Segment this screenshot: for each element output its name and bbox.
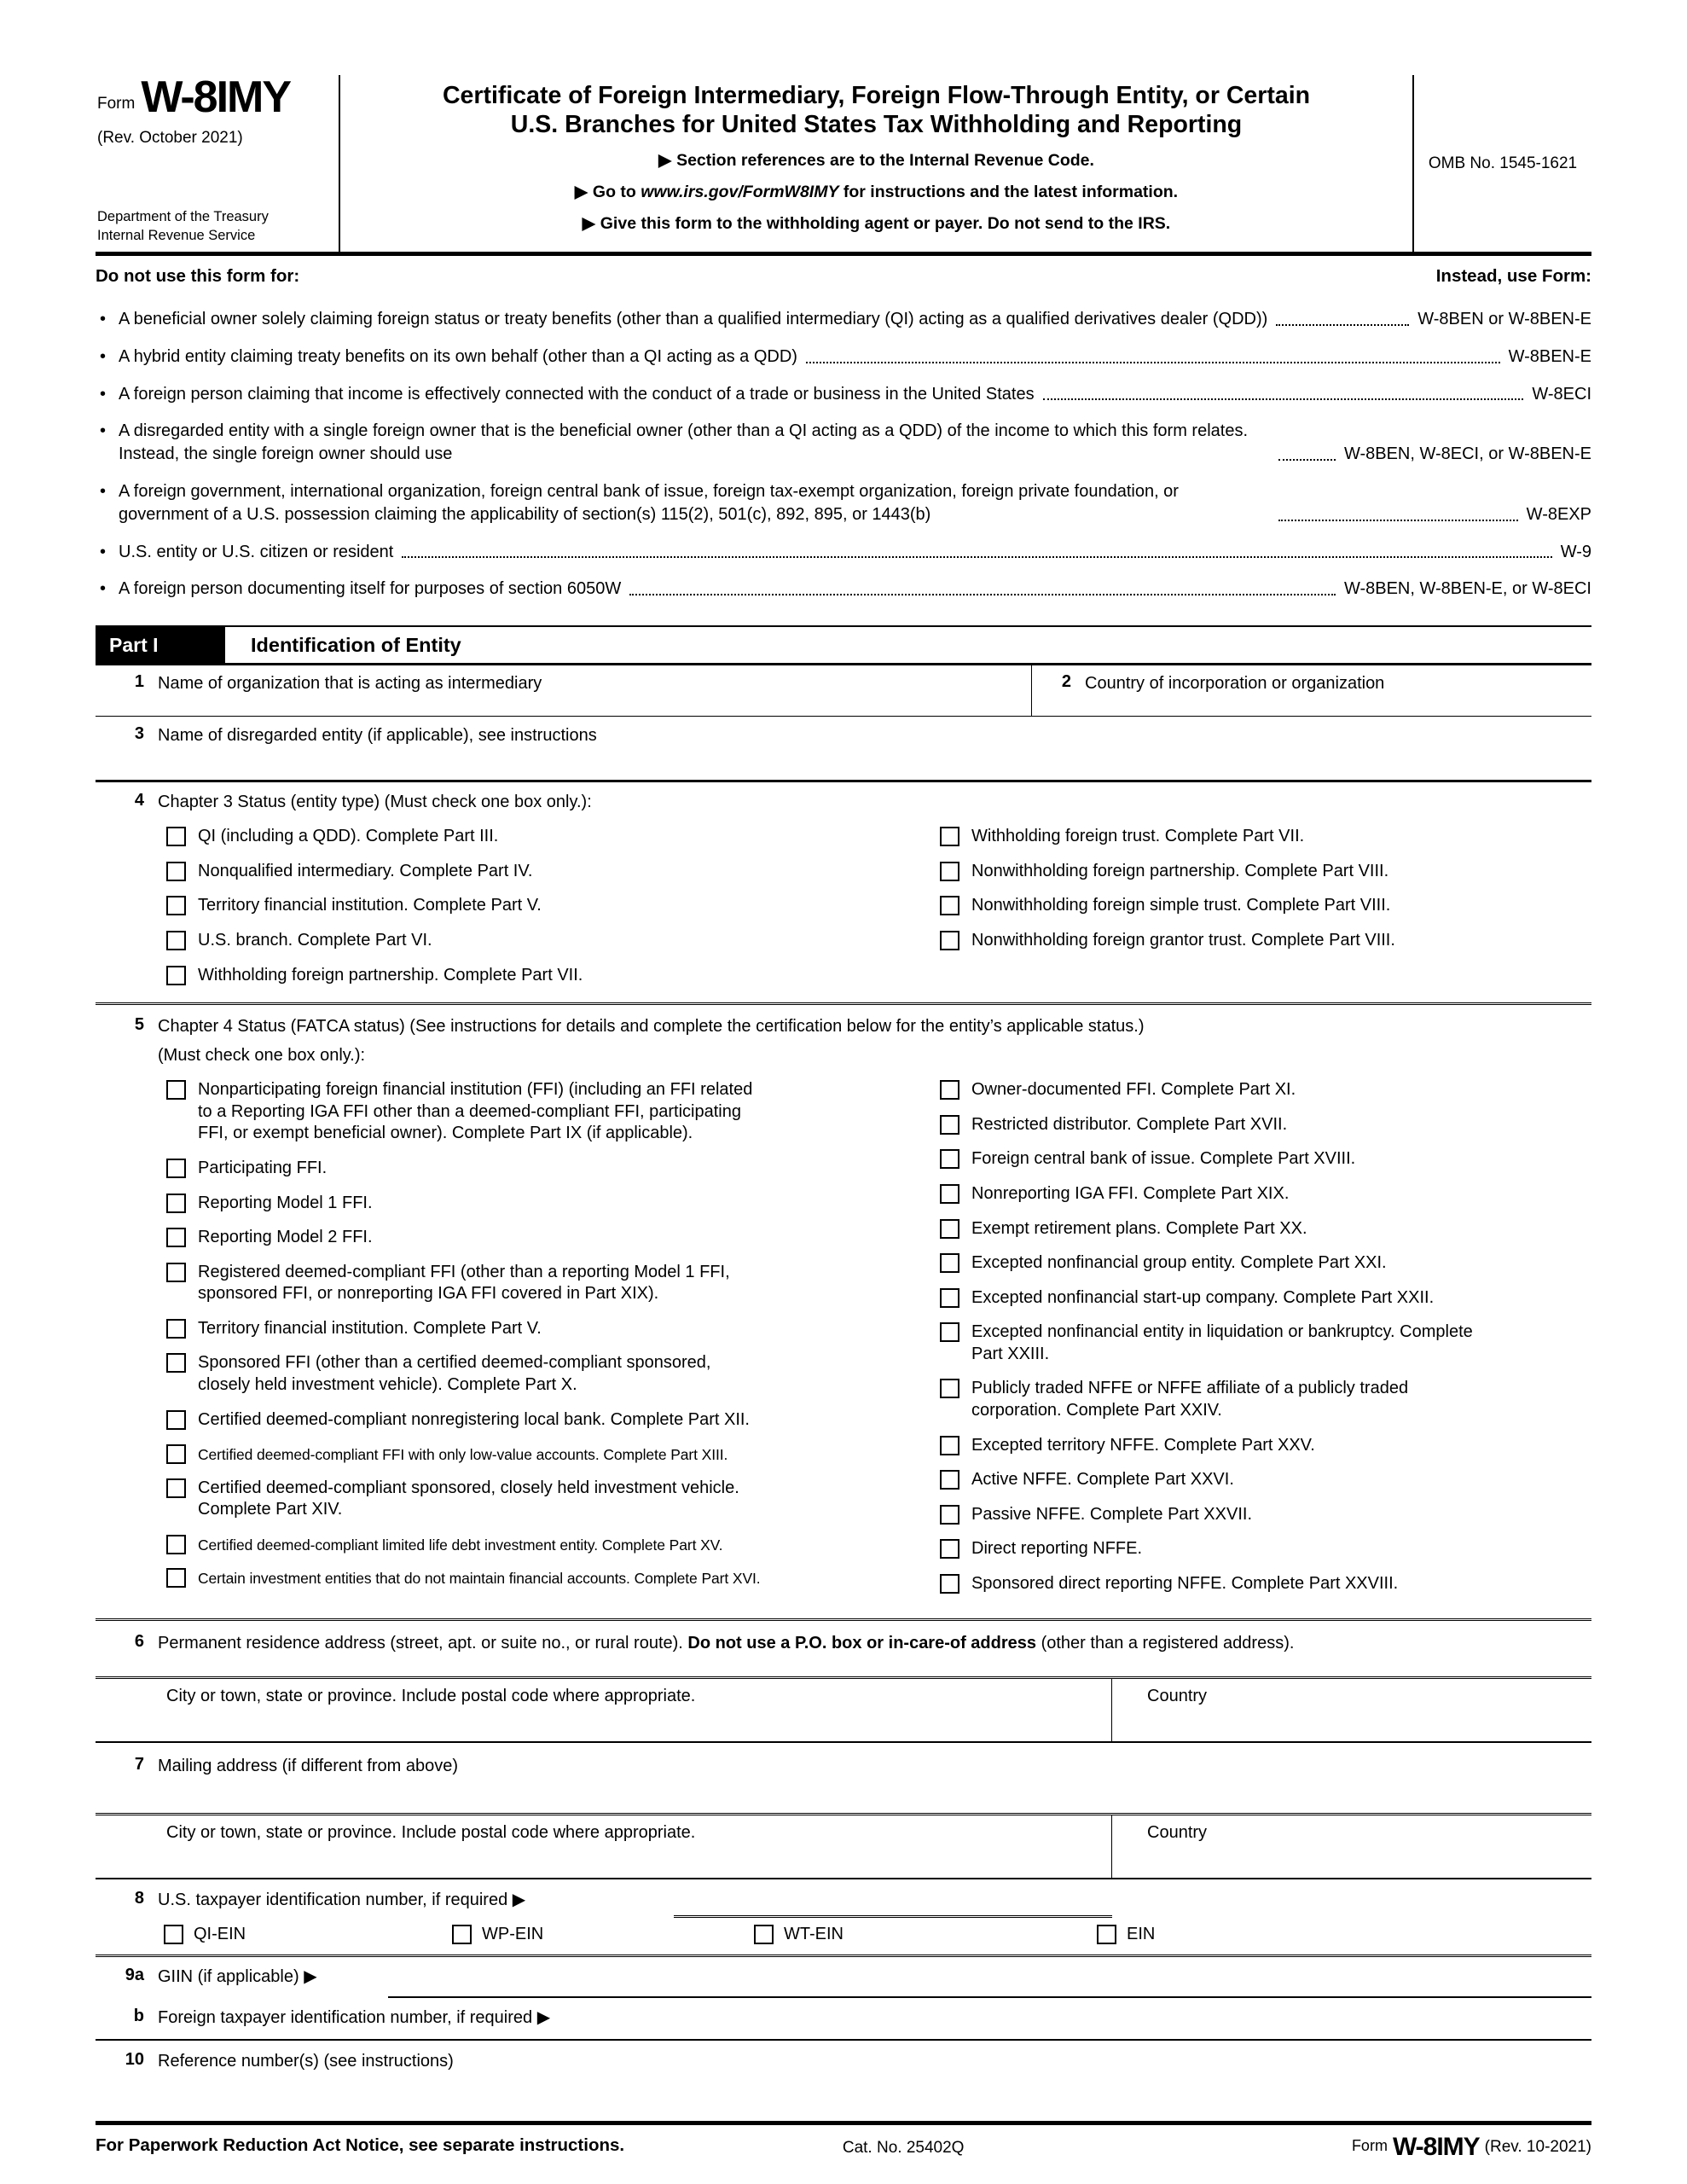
checkbox-option: Nonqualified intermediary. Complete Part IV. xyxy=(166,861,940,883)
form-title-line1: Certificate of Foreign Intermediary, Foreign Flow-Through Entity, or Certain xyxy=(442,82,1311,109)
instruction-2: ▶ Go to www.irs.gov/FormW8IMY for instructions and the latest information. xyxy=(574,183,1179,202)
checkbox-option: Reporting Model 2 FFI. xyxy=(166,1227,940,1249)
checkbox-option: Withholding foreign partnership. Complete Part VII. xyxy=(166,965,940,987)
field-2-label: Country of incorporation or organization xyxy=(1085,674,1385,694)
item-text: U.S. entity or U.S. citizen or resident xyxy=(119,542,394,561)
field-7-label-row[interactable] xyxy=(96,1743,1591,1813)
checkbox[interactable] xyxy=(940,1149,959,1169)
checkbox-option: Publicly traded NFFE or NFFE affiliate of a publicly traded corporation. Complete Part XXIV. xyxy=(940,1378,1591,1421)
field-9b-label: Foreign taxpayer identification number, if required ▶ xyxy=(158,2007,551,2027)
field-number: b xyxy=(133,2006,144,2025)
list-item xyxy=(96,346,1591,369)
checkbox-option: Nonwithholding foreign grantor trust. Complete Part VIII. xyxy=(940,930,1591,952)
form-footer xyxy=(96,2121,1591,2184)
bullet-icon: • xyxy=(100,481,107,501)
form-header xyxy=(96,75,1591,256)
field-number: 8 xyxy=(134,1888,144,1908)
checkbox-option: Territory financial institution. Complete Part V. xyxy=(166,895,940,917)
ein-type-options xyxy=(96,1923,1591,1955)
checkbox-option: Certified deemed-compliant sponsored, closely held investment vehicle. Complete Part XIV. xyxy=(166,1478,940,1521)
fill-arrow-icon: ▶ xyxy=(304,1966,317,1986)
checkbox[interactable] xyxy=(166,1353,186,1373)
use-form: W-8EXP xyxy=(1526,504,1591,524)
checkbox[interactable] xyxy=(166,966,186,985)
item-text: A beneficial owner solely claiming foreign status or treaty benefits (other than a qualified intermediary (QI) acting as a qualified derivatives dealer (QDD)) xyxy=(119,310,1268,328)
use-form: W-9 xyxy=(1560,542,1591,561)
checkbox-option: Direct reporting NFFE. xyxy=(940,1538,1591,1560)
checkbox[interactable] xyxy=(940,1322,959,1342)
field-8-label: U.S. taxpayer identification number, if required ▶ xyxy=(158,1890,526,1909)
checkbox[interactable] xyxy=(166,896,186,915)
checkbox[interactable] xyxy=(940,1219,959,1239)
checkbox-option: Sponsored direct reporting NFFE. Complete Part XXVIII. xyxy=(940,1573,1591,1595)
field-6-label-row[interactable] xyxy=(96,1621,1591,1676)
checkbox[interactable] xyxy=(940,827,959,846)
checkbox-option: Nonwithholding foreign partnership. Complete Part VIII. xyxy=(940,861,1591,883)
checkbox-option: Passive NFFE. Complete Part XXVII. xyxy=(940,1504,1591,1526)
form-revision: (Rev. October 2021) xyxy=(97,129,243,148)
checkbox[interactable] xyxy=(940,931,959,950)
fill-arrow-icon: ▶ xyxy=(658,151,672,171)
form-header-left xyxy=(96,75,340,252)
field-3-label: Name of disregarded entity (if applicable), see instructions xyxy=(158,726,597,746)
checkbox[interactable] xyxy=(166,1263,186,1282)
list-item xyxy=(96,308,1591,331)
list-item xyxy=(96,541,1591,564)
checkbox-wp-ein[interactable] xyxy=(452,1925,472,1944)
checkbox-option: WP-EIN xyxy=(452,1925,754,1944)
checkbox-option: WT-EIN xyxy=(754,1925,1097,1944)
field-6-city-cell[interactable]: City or town, state or province. Include postal code where appropriate. xyxy=(96,1679,1112,1741)
checkbox[interactable] xyxy=(166,1194,186,1213)
fill-arrow-icon: ▶ xyxy=(512,1890,526,1909)
dot-leader xyxy=(806,362,1500,363)
checkbox-option: Registered deemed-compliant FFI (other than a reporting Model 1 FFI, sponsored FFI, or nonreporting IGA FFI covered in Part XIX). xyxy=(166,1262,940,1305)
dot-leader xyxy=(629,594,1336,595)
chapter3-left-column xyxy=(166,826,940,999)
use-form: W-8BEN, W-8BEN-E, or W-8ECI xyxy=(1343,579,1591,599)
checkbox[interactable] xyxy=(166,931,186,950)
field-number: 10 xyxy=(125,2049,144,2069)
bullet-icon: • xyxy=(100,310,107,328)
field-number: 1 xyxy=(134,672,144,692)
checkbox[interactable] xyxy=(940,1505,959,1525)
chapter4-status-options xyxy=(96,1079,1591,1608)
checkbox-option: Excepted nonfinancial start-up company. Complete Part XXII. xyxy=(940,1287,1591,1310)
part-1-header xyxy=(96,625,1591,665)
chapter3-right-column xyxy=(940,826,1591,999)
field-1-label: Name of organization that is acting as intermediary xyxy=(158,674,542,694)
checkbox-option: U.S. branch. Complete Part VI. xyxy=(166,930,940,952)
field-7-label: Mailing address (if different from above) xyxy=(158,1756,459,1775)
checkbox-option: Nonwithholding foreign simple trust. Complete Part VIII. xyxy=(940,895,1591,917)
field-number: 4 xyxy=(134,791,144,810)
list-item xyxy=(96,420,1591,466)
checkbox[interactable] xyxy=(940,1539,959,1559)
bullet-icon: • xyxy=(100,579,107,599)
catalog-number: Cat. No. 25402Q xyxy=(842,2139,965,2157)
checkbox[interactable] xyxy=(940,1379,959,1398)
footer-form-id: Form W-8IMY (Rev. 10-2021) xyxy=(1351,2133,1591,2161)
checkbox-option: Withholding foreign trust. Complete Part VII. xyxy=(940,826,1591,848)
form-title-line2: U.S. Branches for United States Tax Withholding and Reporting xyxy=(510,110,1243,138)
field-7-city-cell[interactable]: City or town, state or province. Include postal code where appropriate. xyxy=(96,1815,1112,1878)
dot-leader xyxy=(1278,459,1336,461)
checkbox-option: Sponsored FFI (other than a certified deemed-compliant sponsored, closely held investment vehicle). Complete Part X. xyxy=(166,1352,940,1396)
do-not-use-header xyxy=(96,256,1591,287)
checkbox[interactable] xyxy=(166,862,186,881)
dot-leader xyxy=(402,556,1551,558)
field-4-label: Chapter 3 Status (entity type) (Must check one box only.): xyxy=(158,793,592,812)
list-item xyxy=(96,383,1591,406)
field-9b-row[interactable] xyxy=(96,1998,1591,2041)
field-8-input-line[interactable] xyxy=(674,1913,1112,1918)
checkbox[interactable] xyxy=(940,896,959,915)
omb-number: OMB No. 1545-1621 xyxy=(1428,154,1578,172)
agency-irs: Internal Revenue Service xyxy=(97,227,256,243)
field-4-section xyxy=(96,782,1591,1005)
bullet-icon: • xyxy=(100,542,107,561)
checkbox-option: Restricted distributor. Complete Part XVII. xyxy=(940,1114,1591,1136)
checkbox[interactable] xyxy=(940,1436,959,1455)
field-5-label-2: (Must check one box only.): xyxy=(158,1046,366,1066)
checkbox-option: Active NFFE. Complete Part XXVI. xyxy=(940,1469,1591,1491)
field-7-country-cell[interactable]: Country xyxy=(1147,1822,1208,1842)
list-item xyxy=(96,578,1591,601)
field-2-cell[interactable] xyxy=(1032,665,1591,716)
checkbox[interactable] xyxy=(940,862,959,881)
checkbox-option: Foreign central bank of issue. Complete Part XVIII. xyxy=(940,1148,1591,1170)
checkbox-wt-ein[interactable] xyxy=(754,1925,774,1944)
form-number: W-8IMY xyxy=(141,73,291,122)
item-text: A foreign government, international organization, foreign central bank of issue, foreign tax-exempt organization, foreign private foundation, or government of a U.S. possession claiming the applicability of section(s) 115(2), 501(c), 892, 895, or 1443(b) xyxy=(119,481,1179,524)
checkbox-option: Nonparticipating foreign financial institution (FFI) (including an FFI related to a Reporting IGA FFI other than a deemed-compliant FFI, participating FFI, or exempt beneficial owner). Complete Part IX (if applicable). xyxy=(166,1079,940,1145)
bullet-icon: • xyxy=(100,384,107,404)
checkbox-option: Excepted territory NFFE. Complete Part XXV. xyxy=(940,1435,1591,1457)
part-1-label: Part I xyxy=(96,627,225,663)
checkbox-option: Nonreporting IGA FFI. Complete Part XIX. xyxy=(940,1183,1591,1205)
paperwork-notice: For Paperwork Reduction Act Notice, see separate instructions. xyxy=(96,2135,625,2155)
dot-leader xyxy=(1276,324,1409,326)
item-text: A foreign person claiming that income is effectively connected with the conduct of a trade or business in the United States xyxy=(119,384,1035,404)
fill-arrow-icon: ▶ xyxy=(574,183,588,202)
instead-use-label: Instead, use Form: xyxy=(1435,266,1591,286)
chapter4-right-column xyxy=(940,1079,1591,1608)
form-word: Form xyxy=(97,95,136,113)
field-5-label: Chapter 4 Status (FATCA status) (See instructions for details and complete the certification below for the entity’s applicable status.) xyxy=(158,1017,1145,1037)
field-6-label: Permanent residence address (street, apt. or suite no., or rural route). Do not use a P.O. box or in-care-of address (other than a registered address). xyxy=(158,1633,1295,1653)
checkbox-option: Certain investment entities that do not maintain financial accounts. Complete Part XVI. xyxy=(166,1567,940,1588)
field-6-city-country-row xyxy=(96,1676,1591,1743)
do-not-use-list xyxy=(96,287,1591,625)
field-number: 7 xyxy=(134,1754,144,1774)
agency-lines xyxy=(97,208,330,245)
checkbox[interactable] xyxy=(166,1535,186,1554)
field-number: 3 xyxy=(134,724,144,744)
bullet-icon: • xyxy=(100,421,107,441)
checkbox-option: Participating FFI. xyxy=(166,1158,940,1180)
checkbox-option: Certified deemed-compliant FFI with only low-value accounts. Complete Part XIII. xyxy=(166,1443,940,1464)
field-10-row[interactable] xyxy=(96,2041,1591,2121)
list-item xyxy=(96,480,1591,526)
checkbox[interactable] xyxy=(166,1228,186,1247)
do-not-use-label: Do not use this form for: xyxy=(96,266,300,286)
checkbox-option: Reporting Model 1 FFI. xyxy=(166,1193,940,1215)
field-6-country-cell[interactable]: Country xyxy=(1147,1686,1208,1705)
checkbox-option: Excepted nonfinancial entity in liquidation or bankruptcy. Complete Part XXIII. xyxy=(940,1321,1591,1365)
checkbox[interactable] xyxy=(166,1568,186,1588)
dot-leader xyxy=(1043,398,1524,400)
checkbox-qi-ein[interactable] xyxy=(164,1925,183,1944)
checkbox-option: EIN xyxy=(1097,1925,1155,1944)
field-1-cell[interactable] xyxy=(96,665,1032,716)
use-form: W-8BEN-E xyxy=(1508,346,1591,366)
checkbox[interactable] xyxy=(940,1184,959,1204)
agency-treasury: Department of the Treasury xyxy=(97,209,269,225)
instruction-3: ▶ Give this form to the withholding agent or payer. Do not send to the IRS. xyxy=(582,214,1171,234)
use-form: W-8BEN, W-8ECI, or W-8BEN-E xyxy=(1343,444,1591,464)
chapter3-status-options xyxy=(96,826,1591,999)
checkbox[interactable] xyxy=(940,1470,959,1490)
checkbox-option: Certified deemed-compliant nonregistering local bank. Complete Part XII. xyxy=(166,1409,940,1432)
irs-url: www.irs.gov/FormW8IMY xyxy=(641,183,839,202)
field-10-label: Reference number(s) (see instructions) xyxy=(158,2051,454,2071)
checkbox[interactable] xyxy=(166,1080,186,1100)
checkbox[interactable] xyxy=(940,1288,959,1308)
fill-arrow-icon: ▶ xyxy=(536,2007,551,2027)
bullet-icon: • xyxy=(100,346,107,366)
checkbox-option: QI (including a QDD). Complete Part III. xyxy=(166,826,940,848)
item-text: A foreign person documenting itself for purposes of section 6050W xyxy=(119,579,622,599)
checkbox[interactable] xyxy=(940,1253,959,1273)
checkbox[interactable] xyxy=(166,1410,186,1430)
checkbox[interactable] xyxy=(940,1574,959,1594)
checkbox[interactable] xyxy=(166,1319,186,1339)
use-form: W-8ECI xyxy=(1532,384,1591,404)
chapter4-left-column xyxy=(166,1079,940,1608)
checkbox-option: QI-EIN xyxy=(164,1925,452,1944)
field-number: 5 xyxy=(134,1015,144,1035)
checkbox-ein[interactable] xyxy=(1097,1925,1116,1944)
checkbox-option: Territory financial institution. Complete Part V. xyxy=(166,1318,940,1340)
field-5-section xyxy=(96,1005,1591,1621)
item-text: A hybrid entity claiming treaty benefits on its own behalf (other than a QI acting as a QDD) xyxy=(119,346,797,366)
field-number: 2 xyxy=(1061,672,1071,692)
form-header-center xyxy=(340,75,1414,252)
fill-arrow-icon: ▶ xyxy=(582,214,595,234)
checkbox-option: Owner-documented FFI. Complete Part XI. xyxy=(940,1079,1591,1101)
item-text: A disregarded entity with a single foreign owner that is the beneficial owner (other than a QI acting as a QDD) of the income to which this form relates. Instead, the single foreign owner should use xyxy=(119,421,1249,464)
field-number: 6 xyxy=(134,1631,144,1651)
part-1-title: Identification of Entity xyxy=(251,633,461,656)
checkbox[interactable] xyxy=(940,1115,959,1135)
checkbox-option: Excepted nonfinancial group entity. Complete Part XXI. xyxy=(940,1252,1591,1275)
field-8-section xyxy=(96,1879,1591,1957)
checkbox-option: Certified deemed-compliant limited life debt investment entity. Complete Part XV. xyxy=(166,1534,940,1554)
checkbox[interactable] xyxy=(166,827,186,846)
checkbox[interactable] xyxy=(166,1159,186,1178)
checkbox[interactable] xyxy=(166,1444,186,1464)
field-9a-label: GIIN (if applicable) ▶ xyxy=(158,1966,317,1986)
checkbox[interactable] xyxy=(940,1080,959,1100)
checkbox-option: Exempt retirement plans. Complete Part XX. xyxy=(940,1218,1591,1240)
field-9a-row xyxy=(96,1957,1591,1998)
field-7-city-country-row xyxy=(96,1813,1591,1879)
field-row-1-2 xyxy=(96,665,1591,717)
field-3-cell[interactable] xyxy=(96,717,1591,782)
dot-leader xyxy=(1278,520,1518,521)
checkbox[interactable] xyxy=(166,1478,186,1498)
field-number: 9a xyxy=(125,1965,144,1984)
use-form: W-8BEN or W-8BEN-E xyxy=(1417,310,1591,328)
instruction-1: ▶ Section references are to the Internal Revenue Code. xyxy=(658,151,1094,171)
